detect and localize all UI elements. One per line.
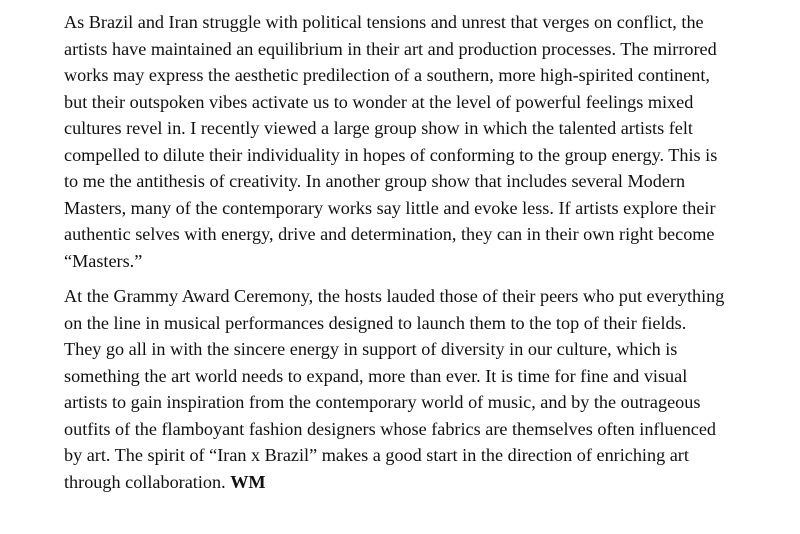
paragraph xyxy=(64,9,754,274)
text-line: authentic selves with energy, drive and determination, they can in their own right become xyxy=(64,224,715,244)
author-signature: WM xyxy=(230,471,266,492)
article-body xyxy=(64,9,754,504)
text-line: artists have maintained an equilibrium in their art and production processes. The mirrored xyxy=(64,38,717,59)
text-line: As Brazil and Iran struggle with political tensions and unrest that verges on conflict, the xyxy=(64,12,704,32)
text-line: to me the antithesis of creativity. In another group show that includes several Modern xyxy=(64,171,686,191)
text-line: something the art world needs to expand, more than ever. It is time for fine and visual xyxy=(64,365,688,386)
text-line: “Masters.” xyxy=(64,250,143,271)
text-line: compelled to dilute their individuality in hopes of conforming to the group energy. This is xyxy=(64,144,718,165)
text-line: on the line in musical performances designed to launch them to the top of their fields. xyxy=(64,312,687,333)
text-line: At the Grammy Award Ceremony, the hosts lauded those of their peers who put everything xyxy=(64,286,725,306)
text-line: by art. The spirit of “Iran x Brazil” makes a good start in the direction of enriching art xyxy=(64,445,689,465)
text-line: Masters, many of the contemporary works say little and evoke less. If artists explore their xyxy=(64,197,716,218)
text-line: but their outspoken vibes activate us to wonder at the level of powerful feelings mixed xyxy=(64,91,694,112)
text-line: works may express the aesthetic predilection of a southern, more high-spirited continent, xyxy=(64,65,710,85)
text-line: outfits of the flamboyant fashion designers whose fabrics are themselves often influenced xyxy=(64,418,717,439)
text-line: cultures revel in. I recently viewed a large group show in which the talented artists felt xyxy=(64,118,693,138)
text-fragment: through collaboration. xyxy=(64,471,231,492)
text-line-last xyxy=(64,469,754,496)
text-line: artists to gain inspiration from the contemporary world of music, and by the outrageous xyxy=(64,392,701,412)
paragraph xyxy=(64,283,754,495)
text-line: They go all in with the sincere energy in support of diversity in our culture, which is xyxy=(64,339,678,359)
